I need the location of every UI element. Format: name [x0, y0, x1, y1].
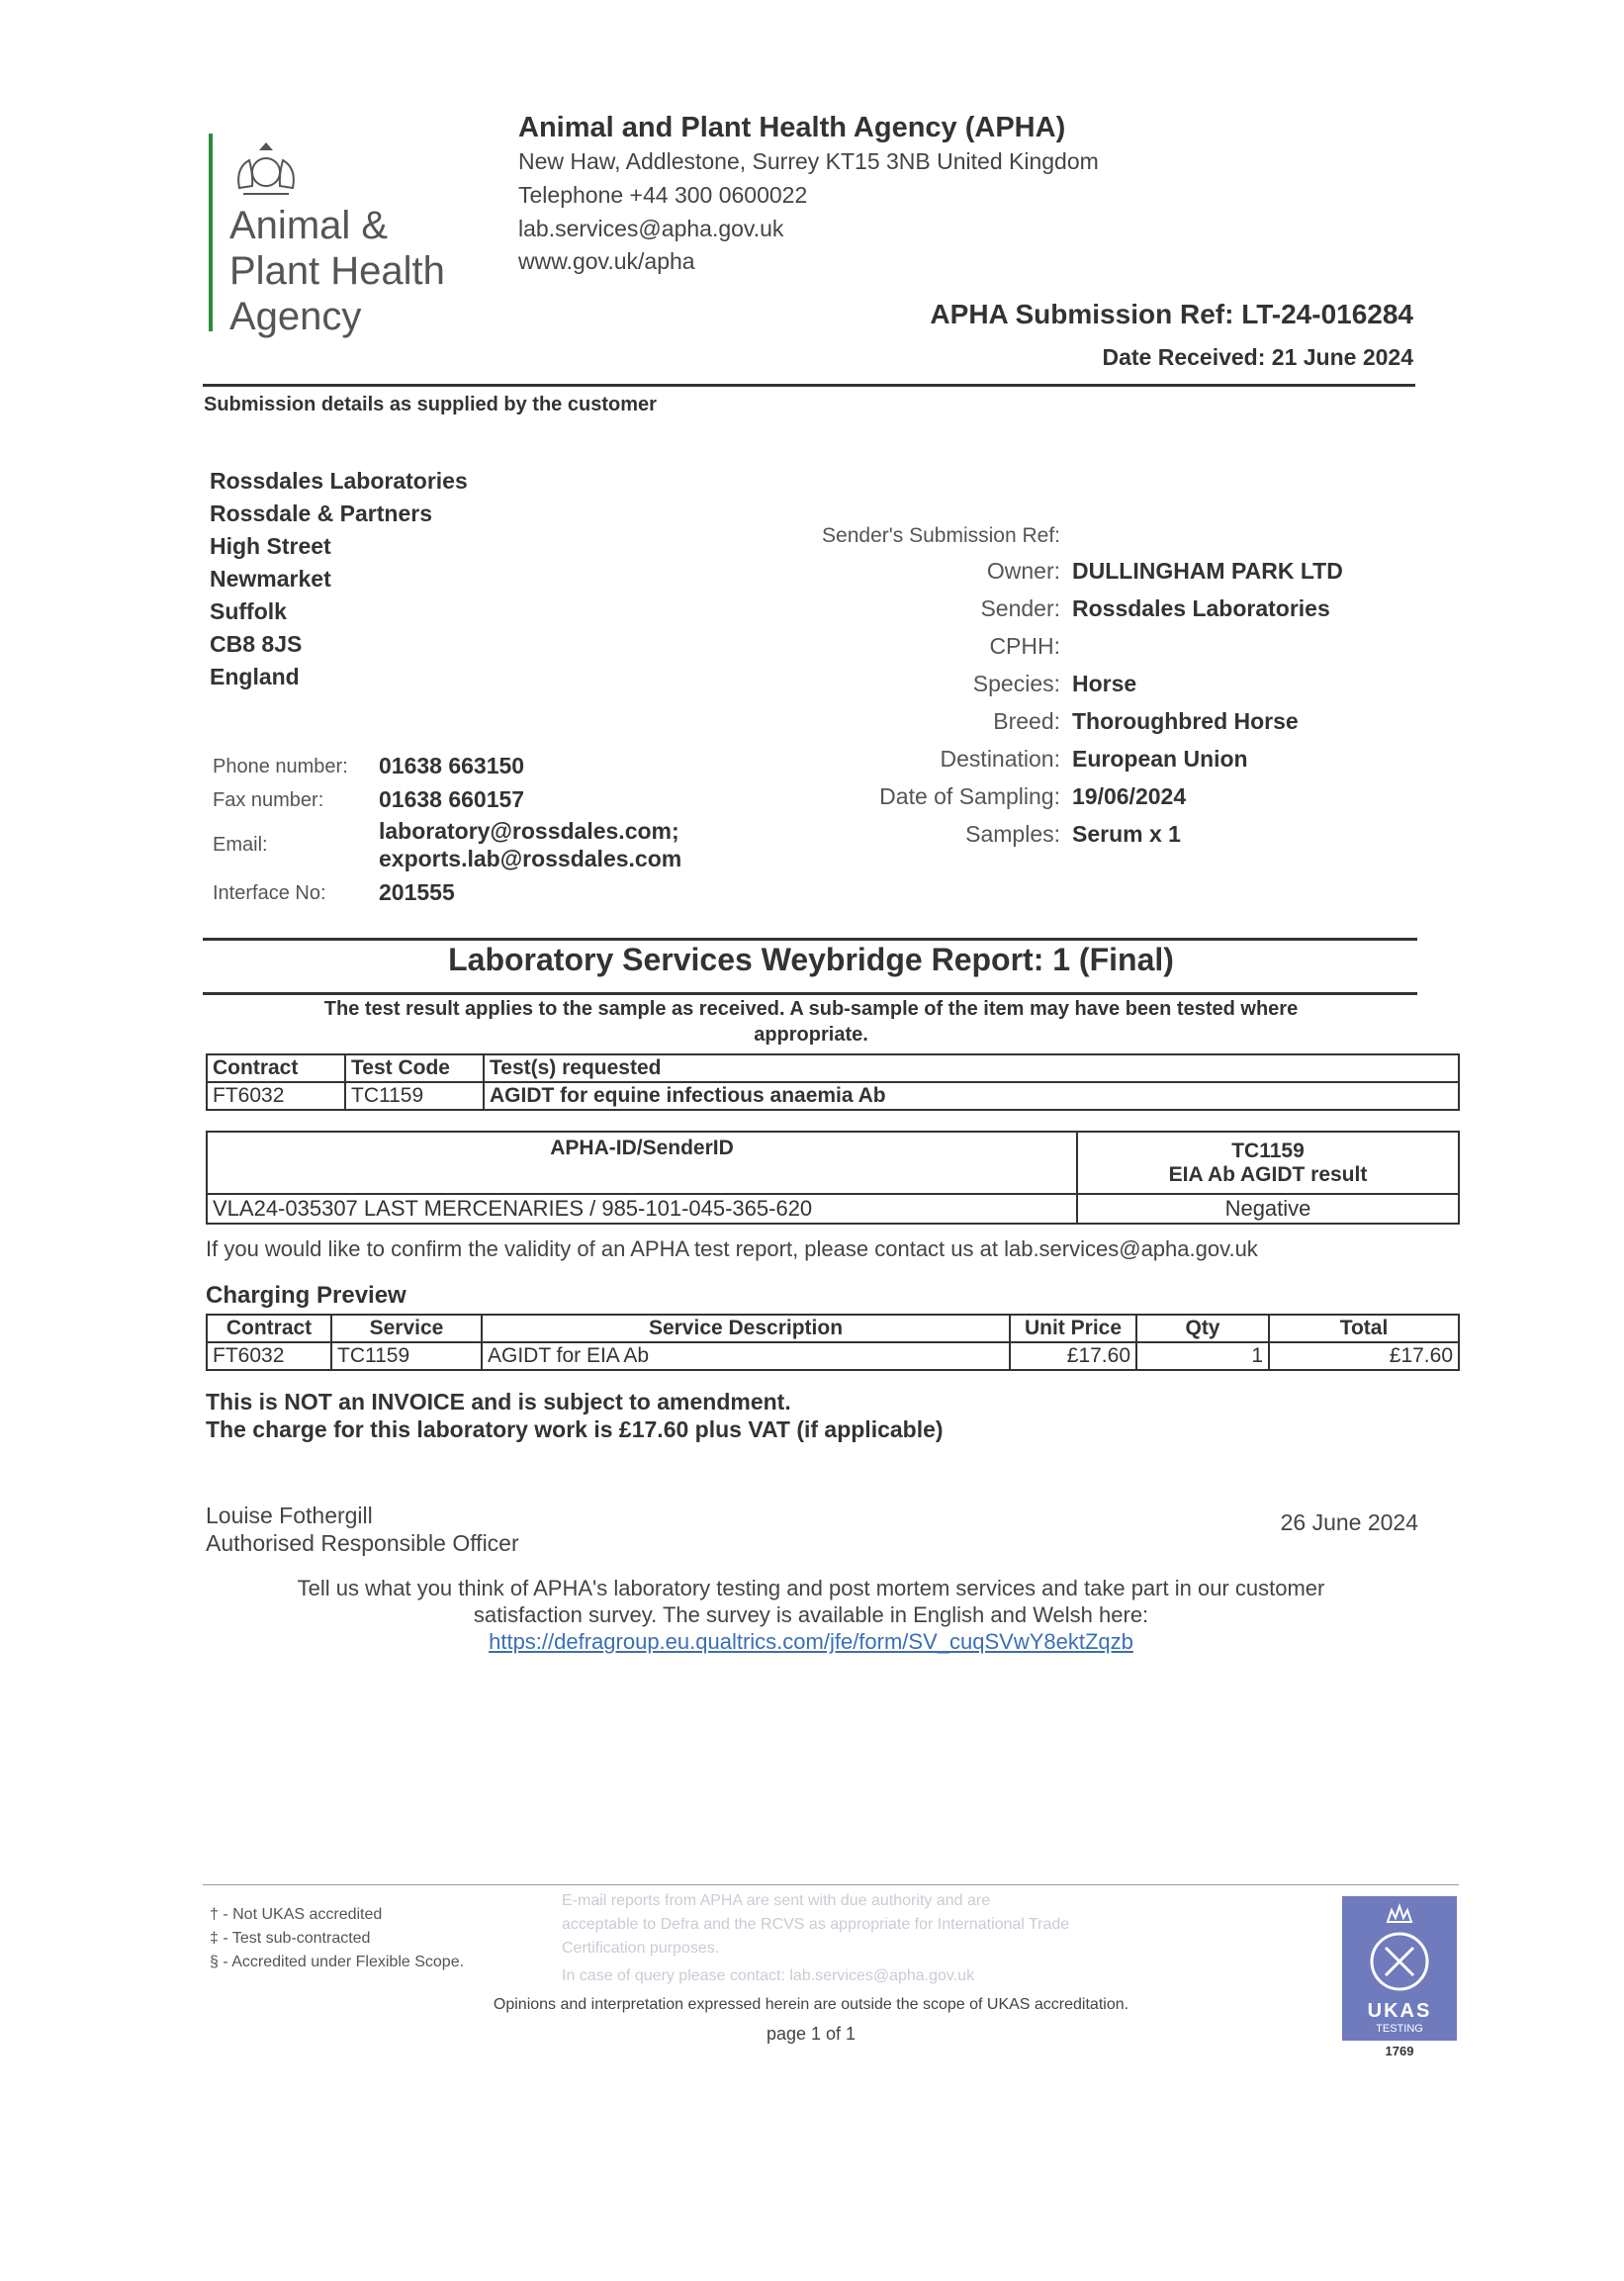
- faded-line: acceptable to Defra and the RCVS as appropriate for International Trade: [562, 1916, 1070, 1933]
- species-label: Species:: [972, 671, 1060, 696]
- table-cell: £17.60: [1010, 1342, 1136, 1370]
- column-header-id: APHA-ID/SenderID: [207, 1132, 1077, 1194]
- results-table: [206, 1131, 1460, 1225]
- table-cell: TC1159: [331, 1342, 482, 1370]
- ukas-opinion-note: Opinions and interpretation expressed herein are outside the scope of UKAS accreditation.: [493, 1996, 1129, 2013]
- report-bottom-divider: [203, 992, 1417, 995]
- fax-label: Fax number:: [213, 789, 324, 811]
- sender-value: Rossdales Laboratories: [1072, 595, 1330, 621]
- agency-title: Animal and Plant Health Agency (APHA): [518, 112, 1066, 143]
- report-note-line: The test result applies to the sample as received. A sub-sample of the item may have been tested where: [323, 998, 1299, 1020]
- table-cell: FT6032: [207, 1082, 345, 1110]
- survey-line: satisfaction survey. The survey is available in English and Welsh here:: [473, 1602, 1149, 1627]
- royal-crest-icon: [229, 138, 303, 198]
- logo-accent-bar: [209, 134, 213, 331]
- agency-address: New Haw, Addlestone, Surrey KT15 3NB United Kingdom: [518, 148, 1099, 174]
- agency-telephone: Telephone +44 300 0600022: [518, 182, 808, 208]
- report-note: [203, 996, 1419, 1048]
- agency-email: lab.services@apha.gov.uk: [518, 216, 784, 241]
- table-header-row: [207, 1054, 1459, 1082]
- column-header: Qty: [1136, 1315, 1269, 1342]
- date-received: Date Received: 21 June 2024: [1102, 344, 1413, 370]
- logo-line: Animal &: [229, 204, 389, 247]
- report-date: 26 June 2024: [1280, 1509, 1418, 1535]
- column-header: Unit Price: [1010, 1315, 1136, 1342]
- interface-label: Interface No:: [213, 882, 326, 904]
- cphh-label: CPHH:: [989, 633, 1060, 659]
- column-header: Contract: [207, 1054, 345, 1082]
- footer-legend: [210, 1903, 464, 1974]
- survey-block: [203, 1575, 1419, 1655]
- tests-table: [206, 1053, 1460, 1111]
- sender-ref-label: Sender's Submission Ref:: [822, 524, 1060, 547]
- charging-table: [206, 1314, 1460, 1371]
- submission-section-label: Submission details as supplied by the customer: [204, 394, 657, 415]
- owner-label: Owner:: [986, 558, 1060, 584]
- survey-line: Tell us what you think of APHA's laboratory testing and post mortem services and take part in our customer: [297, 1576, 1325, 1600]
- faded-line: E-mail reports from APHA are sent with due authority and are: [562, 1892, 991, 1909]
- report-note-line: appropriate.: [754, 1024, 868, 1046]
- breed-label: Breed:: [993, 708, 1060, 734]
- table-cell-result: Negative: [1077, 1194, 1459, 1224]
- table-header-row: [207, 1315, 1459, 1342]
- column-header: Test(s) requested: [484, 1054, 1459, 1082]
- column-header: Test Code: [345, 1054, 484, 1082]
- address-line: England: [210, 664, 300, 689]
- footer-faded-notice: [562, 1889, 1215, 1988]
- table-row: [207, 1082, 1459, 1110]
- fax-value: 01638 660157: [379, 786, 525, 812]
- sender-label: Sender:: [980, 595, 1060, 621]
- phone-label: Phone number:: [213, 756, 348, 777]
- page-number: page 1 of 1: [766, 2024, 857, 2044]
- agency-website: www.gov.uk/apha: [518, 248, 695, 274]
- interface-value: 201555: [379, 879, 455, 905]
- faded-line: Certification purposes.: [562, 1940, 720, 1957]
- footer-divider: [203, 1884, 1459, 1885]
- sampling-date-value: 19/06/2024: [1072, 783, 1187, 809]
- legend-item: † - Not UKAS accredited: [210, 1906, 383, 1923]
- ukas-crown-icon: [1342, 1896, 1457, 1995]
- table-cell: TC1159: [345, 1082, 484, 1110]
- submission-ref: APHA Submission Ref: LT-24-016284: [930, 299, 1413, 329]
- email-label: Email:: [213, 834, 268, 856]
- sampling-date-label: Date of Sampling:: [879, 783, 1060, 809]
- column-header: Contract: [207, 1315, 331, 1342]
- table-cell: £17.60: [1269, 1342, 1459, 1370]
- not-invoice-text: This is NOT an INVOICE and is subject to amendment.: [206, 1389, 791, 1414]
- agency-logo-text: [229, 203, 445, 339]
- table-cell: FT6032: [207, 1342, 331, 1370]
- table-cell: AGIDT for EIA Ab: [482, 1342, 1010, 1370]
- customer-address: [210, 465, 468, 693]
- legend-item: § - Accredited under Flexible Scope.: [210, 1954, 465, 1970]
- breed-value: Thoroughbred Horse: [1072, 708, 1299, 734]
- result-label: EIA Ab AGIDT result: [1168, 1162, 1368, 1186]
- logo-line: Agency: [229, 295, 362, 338]
- report-title: Laboratory Services Weybridge Report: 1 (Final): [448, 942, 1174, 977]
- column-header-result: [1077, 1132, 1459, 1194]
- samples-label: Samples:: [965, 821, 1060, 847]
- address-line: High Street: [210, 533, 331, 559]
- samples-value: Serum x 1: [1072, 821, 1181, 847]
- species-value: Horse: [1072, 671, 1137, 696]
- result-code: TC1159: [1231, 1139, 1305, 1162]
- address-line: Suffolk: [210, 598, 287, 624]
- signatory-role: Authorised Responsible Officer: [206, 1530, 519, 1556]
- table-row: [207, 1194, 1459, 1224]
- destination-label: Destination:: [940, 746, 1060, 772]
- table-row: [207, 1342, 1459, 1370]
- phone-value: 01638 663150: [379, 753, 525, 778]
- destination-value: European Union: [1072, 746, 1248, 772]
- charging-preview-title: Charging Preview: [206, 1282, 406, 1309]
- address-line: Newmarket: [210, 566, 331, 592]
- column-header: Service: [331, 1315, 482, 1342]
- invoice-notice: [206, 1388, 944, 1443]
- table-header-row: [207, 1132, 1459, 1194]
- survey-link[interactable]: https://defragroup.eu.qualtrics.com/jfe/form/SV_cuqSVwY8ektZqzb: [489, 1629, 1133, 1654]
- report-top-divider: [203, 938, 1417, 941]
- table-cell: AGIDT for equine infectious anaemia Ab: [484, 1082, 1459, 1110]
- header-divider: [203, 384, 1415, 387]
- signatory-name: Louise Fothergill: [206, 1503, 373, 1528]
- email-line: exports.lab@rossdales.com: [379, 846, 682, 871]
- faded-line: In case of query please contact: lab.services@apha.gov.uk: [562, 1967, 975, 1984]
- signatory: [206, 1502, 519, 1557]
- email-value: [379, 817, 681, 872]
- charge-note-text: The charge for this laboratory work is £17.60 plus VAT (if applicable): [206, 1416, 944, 1442]
- column-header: Service Description: [482, 1315, 1010, 1342]
- address-line: CB8 8JS: [210, 631, 303, 657]
- ukas-sub: TESTING: [1376, 2023, 1423, 2035]
- logo-line: Plant Health: [229, 249, 445, 293]
- email-line: laboratory@rossdales.com;: [379, 818, 679, 844]
- ukas-badge: [1342, 1896, 1457, 2041]
- address-line: Rossdales Laboratories: [210, 468, 468, 494]
- legend-item: ‡ - Test sub-contracted: [210, 1930, 371, 1947]
- table-cell-id: VLA24-035307 LAST MERCENARIES / 985-101-045-365-620: [207, 1194, 1077, 1224]
- address-line: Rossdale & Partners: [210, 501, 432, 526]
- ukas-label: UKAS: [1367, 2000, 1432, 2022]
- ukas-number: 1769: [1385, 2044, 1414, 2058]
- owner-value: DULLINGHAM PARK LTD: [1072, 558, 1343, 584]
- confirm-validity-text: If you would like to confirm the validity of an APHA test report, please contact us at lab.services@apha.gov.uk: [206, 1236, 1258, 1261]
- column-header: Total: [1269, 1315, 1459, 1342]
- table-cell: 1: [1136, 1342, 1269, 1370]
